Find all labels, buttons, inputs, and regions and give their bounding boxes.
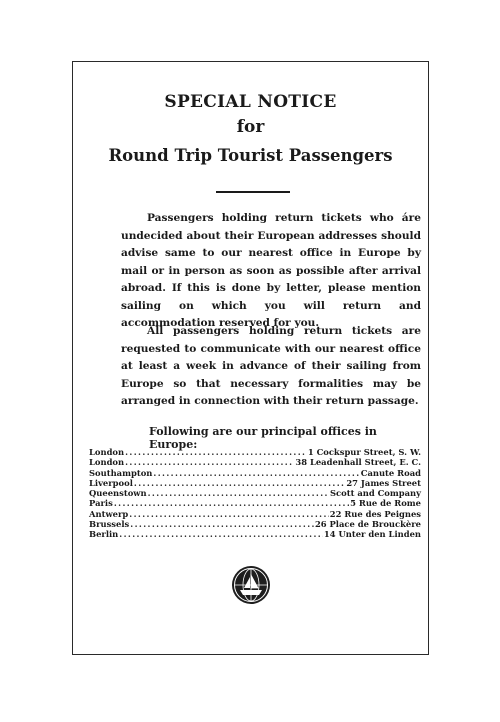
office-address: 38 Leadenhall Street, E. C. [295, 457, 421, 468]
leader-dots [130, 519, 314, 529]
office-city: Berlin [89, 529, 119, 540]
notice-subtitle: Round Trip Tourist Passengers [108, 146, 393, 165]
office-city: Liverpool [89, 477, 133, 488]
office-address: 22 Rue des Peignes [329, 508, 421, 519]
globe-ship-emblem-icon [231, 565, 271, 605]
office-address: 5 Rue de Rome [350, 498, 421, 509]
office-address: Canute Road [360, 467, 421, 478]
leader-dots [114, 498, 349, 508]
office-address: 1 Cockspur Street, S. W. [307, 447, 421, 457]
office-city: Paris [89, 498, 113, 509]
office-row [89, 509, 421, 519]
title-divider [216, 191, 290, 193]
office-address: 26 Place de Brouckère [314, 519, 421, 530]
office-row [89, 478, 421, 488]
paragraph-communicate: All passengers holding return tickets are requested to communicate with our nearest office at least a week in advance of their sailing from Europe so that necessary formalities may be arranged in connection with their return passage. [121, 325, 421, 407]
notice-title: SPECIAL NOTICE [164, 92, 337, 112]
notice-title-for: for [236, 117, 265, 137]
leader-dots [125, 457, 294, 467]
office-address: 27 James Street [346, 477, 421, 488]
offices-list [89, 447, 421, 540]
office-row [89, 447, 421, 457]
paragraph-addresses: Passengers holding return tickets who áre undecided about their European addresses should advise same to our nearest office in Europe by mail or in person as soon as possible after arrival abroad. If this is done by letter, please mention sailing on which you will return and accommodation reserved for you. [121, 212, 421, 329]
office-row [89, 519, 421, 529]
office-row [89, 457, 421, 467]
office-city: London [89, 457, 125, 468]
office-city: Queenstown [89, 488, 147, 499]
office-address: Scott and Company [329, 488, 421, 499]
notice-frame [72, 61, 429, 655]
leader-dots [125, 447, 307, 457]
leader-dots [153, 468, 359, 478]
leader-dots [119, 529, 323, 539]
office-city: Brussels [89, 519, 130, 530]
office-row [89, 488, 421, 498]
office-address: 14 Unter den Linden [323, 529, 421, 540]
office-row [89, 498, 421, 508]
office-city: Southampton [89, 467, 153, 478]
leader-dots [129, 509, 328, 519]
leader-dots [134, 478, 345, 488]
office-city: Antwerp [89, 508, 129, 519]
offices-heading: Following are our principal offices in Europe: [149, 425, 377, 451]
office-row [89, 468, 421, 478]
office-row [89, 529, 421, 539]
leader-dots [148, 488, 329, 498]
office-city: London [89, 447, 125, 457]
